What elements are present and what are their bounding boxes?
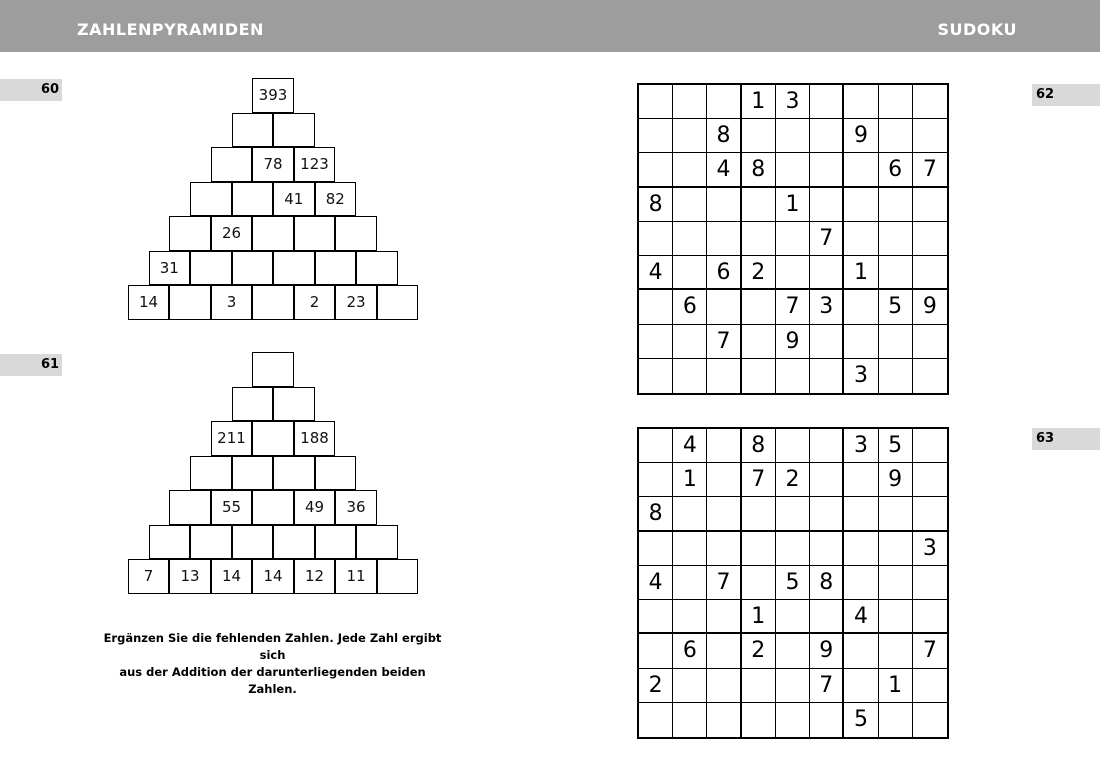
sudoku-cell [707,85,741,119]
sudoku-cell [913,359,947,393]
sudoku-cell [742,222,776,256]
sudoku-cell [707,222,741,256]
sudoku-cell: 4 [639,566,673,600]
sudoku-cell [673,600,707,634]
sudoku-cell: 1 [673,463,707,497]
sudoku-cell [776,634,810,668]
sudoku-cell [810,429,844,463]
sudoku-cell: 8 [742,429,776,463]
pyramid-cell [190,251,232,286]
sudoku-cell [639,600,673,634]
pyramid-cell: 13 [169,559,211,594]
sudoku-cell [707,600,741,634]
sudoku-cell [742,703,776,737]
pyramid-cell [232,113,274,148]
pyramid-cell [149,525,191,560]
sudoku-cell: 3 [844,359,878,393]
pyramid-cell: 188 [294,421,336,456]
sudoku-cell: 3 [913,532,947,566]
sudoku-cell [844,85,878,119]
sudoku-cell [913,325,947,359]
sudoku-cell [673,256,707,290]
sudoku-cell [673,359,707,393]
sudoku-cell [776,703,810,737]
sudoku-cell [810,256,844,290]
sudoku-cell [844,669,878,703]
pyramid-cell [190,182,232,217]
sudoku-cell [742,497,776,531]
sudoku-cell [742,566,776,600]
sudoku-cell: 9 [844,119,878,153]
pyramid-cell: 23 [335,285,377,320]
sudoku-cell [879,497,913,531]
sudoku-cell [844,222,878,256]
sudoku-cell [776,669,810,703]
sudoku-cell: 4 [844,600,878,634]
sudoku-cell [639,290,673,324]
pyramid-cell: 14 [252,559,294,594]
pyramid-cell: 12 [294,559,336,594]
pyramid-cell [190,456,232,491]
sudoku-cell: 6 [707,256,741,290]
sudoku-cell [879,325,913,359]
pyramid-cell: 7 [128,559,170,594]
pyramid-cell: 36 [335,490,377,525]
sudoku-cell [844,566,878,600]
right-page-title: SUDOKU [937,20,1017,39]
pyramid-cell: 14 [211,559,253,594]
sudoku-cell: 5 [879,290,913,324]
sudoku-cell [776,153,810,187]
sudoku-cell [844,463,878,497]
sudoku-cell: 7 [742,463,776,497]
sudoku-cell [776,532,810,566]
sudoku-cell [844,532,878,566]
sudoku-cell: 9 [913,290,947,324]
sudoku-cell [673,85,707,119]
pyramid-cell: 82 [315,182,357,217]
sudoku-grid-63 [637,427,949,739]
sudoku-cell [810,188,844,222]
sudoku-cell [913,256,947,290]
sudoku-cell [810,532,844,566]
sudoku-cell [879,119,913,153]
pyramid-cell: 41 [273,182,315,217]
pyramid-cell [377,285,419,320]
sudoku-cell [776,359,810,393]
sudoku-cell [707,290,741,324]
sudoku-cell [844,153,878,187]
pyramid-cell: 78 [252,147,294,182]
pyramid-cell [294,216,336,251]
sudoku-cell: 7 [810,222,844,256]
pyramid-cell [169,285,211,320]
sudoku-cell: 2 [742,256,776,290]
sudoku-cell [913,497,947,531]
sudoku-cell [673,703,707,737]
sudoku-cell [844,188,878,222]
sudoku-cell [707,463,741,497]
pyramid-cell: 49 [294,490,336,525]
pyramid-cell [315,251,357,286]
sudoku-cell: 8 [742,153,776,187]
sudoku-cell [810,119,844,153]
sudoku-cell [742,119,776,153]
sudoku-cell [673,119,707,153]
sudoku-cell: 3 [810,290,844,324]
sudoku-cell [673,325,707,359]
sudoku-cell [913,703,947,737]
sudoku-cell [639,429,673,463]
sudoku-cell [673,497,707,531]
puzzle-number-tab-62: 62 [1032,84,1100,106]
sudoku-cell: 2 [742,634,776,668]
sudoku-cell [913,85,947,119]
sudoku-cell: 4 [639,256,673,290]
sudoku-cell: 7 [707,325,741,359]
sudoku-cell [742,669,776,703]
pyramid-cell: 31 [149,251,191,286]
sudoku-cell [639,119,673,153]
sudoku-cell [639,85,673,119]
pyramid-cell [252,216,294,251]
sudoku-cell: 8 [639,188,673,222]
pyramid-cell [252,352,294,387]
sudoku-cell [707,188,741,222]
sudoku-cell: 7 [913,153,947,187]
pyramid-cell: 26 [211,216,253,251]
sudoku-cell [673,222,707,256]
sudoku-cell [810,497,844,531]
sudoku-cell: 2 [776,463,810,497]
number-pyramid-61 [0,352,518,597]
sudoku-cell [879,532,913,566]
sudoku-cell [639,703,673,737]
sudoku-cell [913,119,947,153]
sudoku-cell [913,429,947,463]
sudoku-cell [776,222,810,256]
left-page-header [0,0,518,52]
sudoku-cell: 9 [810,634,844,668]
sudoku-grid-62 [637,83,949,395]
pyramid-cell: 55 [211,490,253,525]
pyramid-cell: 211 [211,421,253,456]
pyramid-cell [232,387,274,422]
pyramid-cell [211,147,253,182]
sudoku-cell [844,497,878,531]
sudoku-cell [707,429,741,463]
sudoku-cell: 8 [707,119,741,153]
sudoku-cell [707,497,741,531]
sudoku-cell [810,463,844,497]
sudoku-cell: 6 [673,290,707,324]
sudoku-cell: 9 [879,463,913,497]
sudoku-cell [913,222,947,256]
sudoku-cell [673,532,707,566]
sudoku-cell: 5 [844,703,878,737]
sudoku-cell: 1 [879,669,913,703]
sudoku-cell: 1 [776,188,810,222]
pyramid-cell: 11 [335,559,377,594]
pyramid-cell [252,421,294,456]
sudoku-cell: 8 [639,497,673,531]
sudoku-cell [879,222,913,256]
sudoku-cell [879,600,913,634]
sudoku-cell [810,325,844,359]
pyramid-cell [190,525,232,560]
puzzle-number-tab-60: 60 [0,79,62,101]
sudoku-cell [776,429,810,463]
pyramid-cell [252,285,294,320]
pyramid-cell: 123 [294,147,336,182]
sudoku-cell: 5 [776,566,810,600]
pyramid-cell [232,525,274,560]
sudoku-cell [742,188,776,222]
puzzle-number-tab-63: 63 [1032,428,1100,450]
puzzle-number-tab-61: 61 [0,354,62,376]
pyramid-cell [377,559,419,594]
sudoku-cell [776,119,810,153]
sudoku-cell [844,325,878,359]
sudoku-cell: 4 [673,429,707,463]
pyramid-cell: 2 [294,285,336,320]
sudoku-cell [913,600,947,634]
instructions-text [100,630,445,698]
sudoku-cell [639,463,673,497]
sudoku-cell [810,600,844,634]
right-page-header [518,0,1100,52]
sudoku-cell [742,532,776,566]
sudoku-cell [879,566,913,600]
pyramid-cell [335,216,377,251]
pyramid-cell [273,456,315,491]
sudoku-cell [810,85,844,119]
sudoku-cell [913,188,947,222]
pyramid-cell [273,113,315,148]
sudoku-cell [673,669,707,703]
pyramid-cell [273,387,315,422]
pyramid-cell [315,456,357,491]
sudoku-cell: 5 [879,429,913,463]
sudoku-cell [879,703,913,737]
sudoku-cell [707,703,741,737]
sudoku-cell: 1 [742,85,776,119]
sudoku-cell: 6 [879,153,913,187]
pyramid-cell: 393 [252,78,294,113]
sudoku-cell: 3 [844,429,878,463]
pyramid-cell [315,525,357,560]
sudoku-cell [776,256,810,290]
sudoku-cell [742,359,776,393]
pyramid-cell: 14 [128,285,170,320]
sudoku-cell [707,359,741,393]
sudoku-cell [742,325,776,359]
sudoku-cell [810,703,844,737]
instructions-line-2: aus der Addition der darunterliegenden beiden Zahlen. [119,665,426,696]
sudoku-cell [879,359,913,393]
sudoku-cell [639,222,673,256]
sudoku-cell [776,497,810,531]
sudoku-cell: 8 [810,566,844,600]
sudoku-cell [707,669,741,703]
sudoku-cell [742,290,776,324]
sudoku-cell [673,566,707,600]
sudoku-cell: 7 [913,634,947,668]
sudoku-cell: 9 [776,325,810,359]
sudoku-cell [913,566,947,600]
sudoku-cell: 7 [776,290,810,324]
left-page-title: ZAHLENPYRAMIDEN [77,20,264,39]
sudoku-cell [639,359,673,393]
sudoku-cell [707,532,741,566]
pyramid-cell [273,251,315,286]
sudoku-cell: 4 [707,153,741,187]
sudoku-cell [879,256,913,290]
sudoku-cell [810,153,844,187]
sudoku-cell: 1 [742,600,776,634]
sudoku-cell [913,463,947,497]
sudoku-cell: 6 [673,634,707,668]
sudoku-cell [879,85,913,119]
sudoku-cell [639,325,673,359]
pyramid-cell: 3 [211,285,253,320]
pyramid-cell [169,490,211,525]
sudoku-cell [707,634,741,668]
instructions-line-1: Ergänzen Sie die fehlenden Zahlen. Jede Zahl ergibt sich [103,631,442,662]
sudoku-cell [639,532,673,566]
sudoku-cell [879,188,913,222]
sudoku-cell [844,290,878,324]
sudoku-cell [776,600,810,634]
sudoku-cell [673,188,707,222]
sudoku-cell: 7 [810,669,844,703]
sudoku-cell [810,359,844,393]
pyramid-cell [356,525,398,560]
sudoku-cell: 2 [639,669,673,703]
sudoku-cell [639,153,673,187]
sudoku-cell: 7 [707,566,741,600]
sudoku-cell: 1 [844,256,878,290]
number-pyramid-60 [0,78,518,323]
sudoku-cell [673,153,707,187]
sudoku-cell [913,669,947,703]
pyramid-cell [252,490,294,525]
pyramid-cell [232,456,274,491]
pyramid-cell [232,182,274,217]
pyramid-cell [356,251,398,286]
pyramid-cell [169,216,211,251]
sudoku-cell: 3 [776,85,810,119]
pyramid-cell [273,525,315,560]
sudoku-cell [879,634,913,668]
pyramid-cell [232,251,274,286]
sudoku-cell [639,634,673,668]
sudoku-cell [844,634,878,668]
